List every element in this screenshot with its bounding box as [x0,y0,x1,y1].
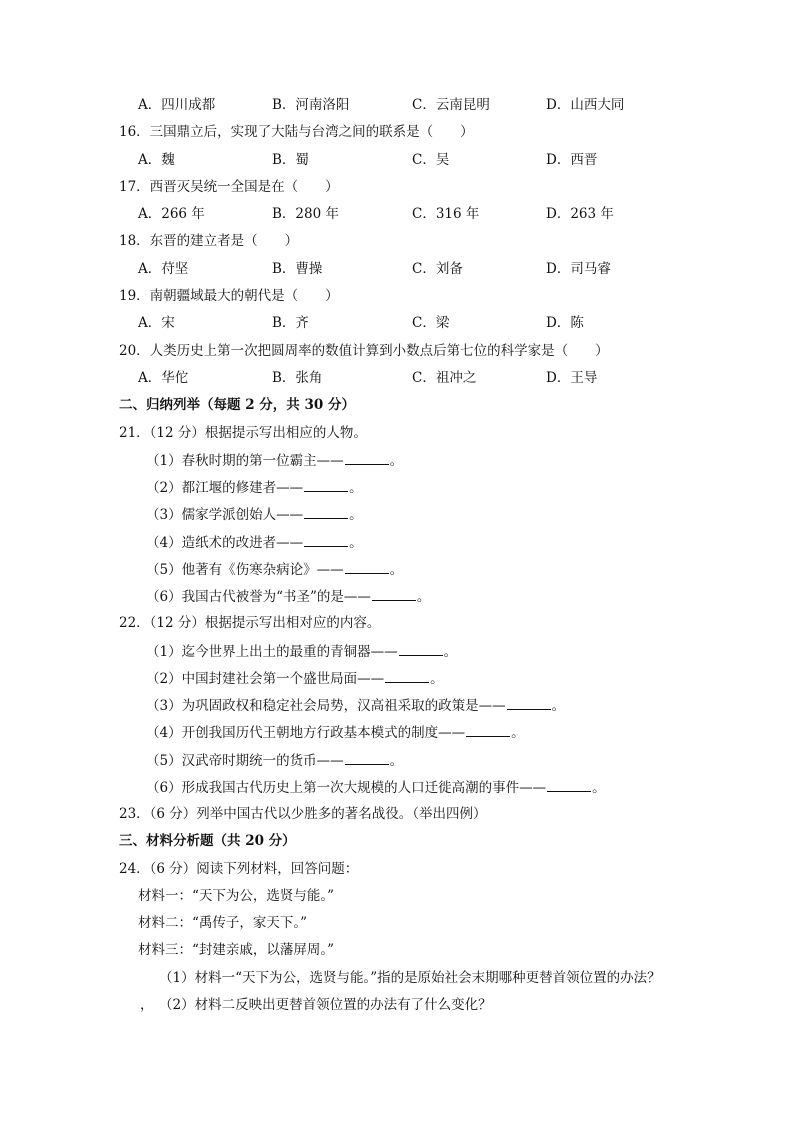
q15-options [138,96,698,114]
q19-option-d: D．陈 [546,315,584,331]
q18-options [138,260,698,278]
q17-options [138,205,698,223]
q18-option-c: C．刘备 [412,261,463,277]
answer-blank[interactable] [304,505,348,519]
q21-item-4: （4）造纸术的改进者—— 。 [146,535,363,551]
q17-option-b: B．280 年 [272,206,339,222]
q22-item-1: （1）迄今世界上出土的最重的青铜器—— 。 [146,644,458,660]
q17-option-c: C．316 年 [412,206,480,222]
q20-option-b: B．张角 [272,370,323,386]
answer-blank[interactable] [304,478,348,492]
q20-stem: 20．人类历史上第一次把圆周率的数值计算到小数点后第七位的科学家是（ ） [119,343,609,359]
q22-stem: 22．（12 分）根据提示写出相对应的内容。 [119,615,381,631]
answer-blank[interactable] [372,587,416,601]
section-3-heading: 三、材料分析题（共 20 分） [119,833,296,849]
q24-stray-mark: ， [140,997,154,1013]
q16-stem: 16．三国鼎立后，实现了大陆与台湾之间的联系是（ ） [119,124,474,140]
q19-option-a: A．宋 [138,315,175,331]
q16-option-b: B．蜀 [272,152,309,168]
q19-options [138,314,698,332]
q22-item-5: （5）汉武帝时期统一的货币—— 。 [146,753,404,769]
section-2-heading: 二、归纳列举（每题 2 分，共 30 分） [119,397,355,413]
q20-options [138,369,698,387]
q21-item-6: （6）我国古代被誉为“书圣”的是—— 。 [146,589,431,605]
q17-stem: 17．西晋灭吴统一全国是在（ ） [119,179,339,195]
q22-item-3: （3）为巩固政权和稳定社会局势，汉高祖采取的政策是—— 。 [146,698,566,714]
q18-option-a: A．苻坚 [138,261,189,277]
q16-option-c: C．吴 [412,152,450,168]
q19-option-c: C．梁 [412,315,450,331]
q20-option-c: C．祖冲之 [412,370,477,386]
answer-blank[interactable] [507,696,551,710]
answer-blank[interactable] [466,723,510,737]
q24-question-2: （2）材料二反映出更替首领位置的办法有了什么变化？ [159,997,492,1013]
q15-option-c: C．云南昆明 [412,97,490,113]
q22-item-2: （2）中国封建社会第一个盛世局面—— 。 [146,671,444,687]
q20-option-a: A．华佗 [138,370,189,386]
q24-material-2: 材料二：“禹传子，家天下。” [138,915,308,931]
q23-stem: 23．（6 分）列举中国古代以少胜多的著名战役。（举出四例） [119,806,487,822]
q16-option-a: A．魏 [138,152,175,168]
q18-stem: 18．东晋的建立者是（ ） [119,233,299,249]
q22-item-6: （6）形成我国古代历史上第一次大规模的人口迁徙高潮的事件—— 。 [146,780,606,796]
q20-option-d: D．王导 [546,370,598,386]
q15-option-d: D．山西大同 [546,97,625,113]
answer-blank[interactable] [345,751,389,765]
answer-blank[interactable] [547,778,591,792]
q17-option-a: A．266 年 [138,206,205,222]
q18-option-b: B．曹操 [272,261,323,277]
q24-stem: 24．（6 分）阅读下列材料，回答问题： [119,861,359,877]
q24-question-1: （1）材料一“天下为公，选贤与能。”指的是原始社会末期哪种更替首领位置的办法？ [159,970,661,986]
q21-item-3: （3）儒家学派创始人—— 。 [146,507,363,523]
q21-item-2: （2）都江堰的修建者—— 。 [146,480,363,496]
answer-blank[interactable] [345,451,389,465]
q21-item-1: （1）春秋时期的第一位霸主—— 。 [146,453,404,469]
answer-blank[interactable] [385,669,429,683]
q24-material-1: 材料一：“天下为公，选贤与能。” [138,888,335,904]
q22-item-4: （4）开创我国历代王朝地方行政基本模式的制度—— 。 [146,725,525,741]
q24-material-3: 材料三：“封建亲戚，以藩屏周。” [138,942,335,958]
answer-blank[interactable] [399,642,443,656]
q15-option-b: B．河南洛阳 [272,97,350,113]
q15-option-a: A．四川成都 [138,97,216,113]
answer-blank[interactable] [345,560,389,574]
q19-option-b: B．齐 [272,315,309,331]
q21-stem: 21．（12 分）根据提示写出相应的人物。 [119,425,367,441]
q19-stem: 19．南朝疆域最大的朝代是（ ） [119,288,339,304]
q16-options [138,151,698,169]
q18-option-d: D．司马睿 [546,261,611,277]
q21-item-5: （5）他著有《伤寒杂病论》—— 。 [146,562,404,578]
q16-option-d: D．西晋 [546,152,598,168]
q17-option-d: D．263 年 [546,206,614,222]
answer-blank[interactable] [304,533,348,547]
